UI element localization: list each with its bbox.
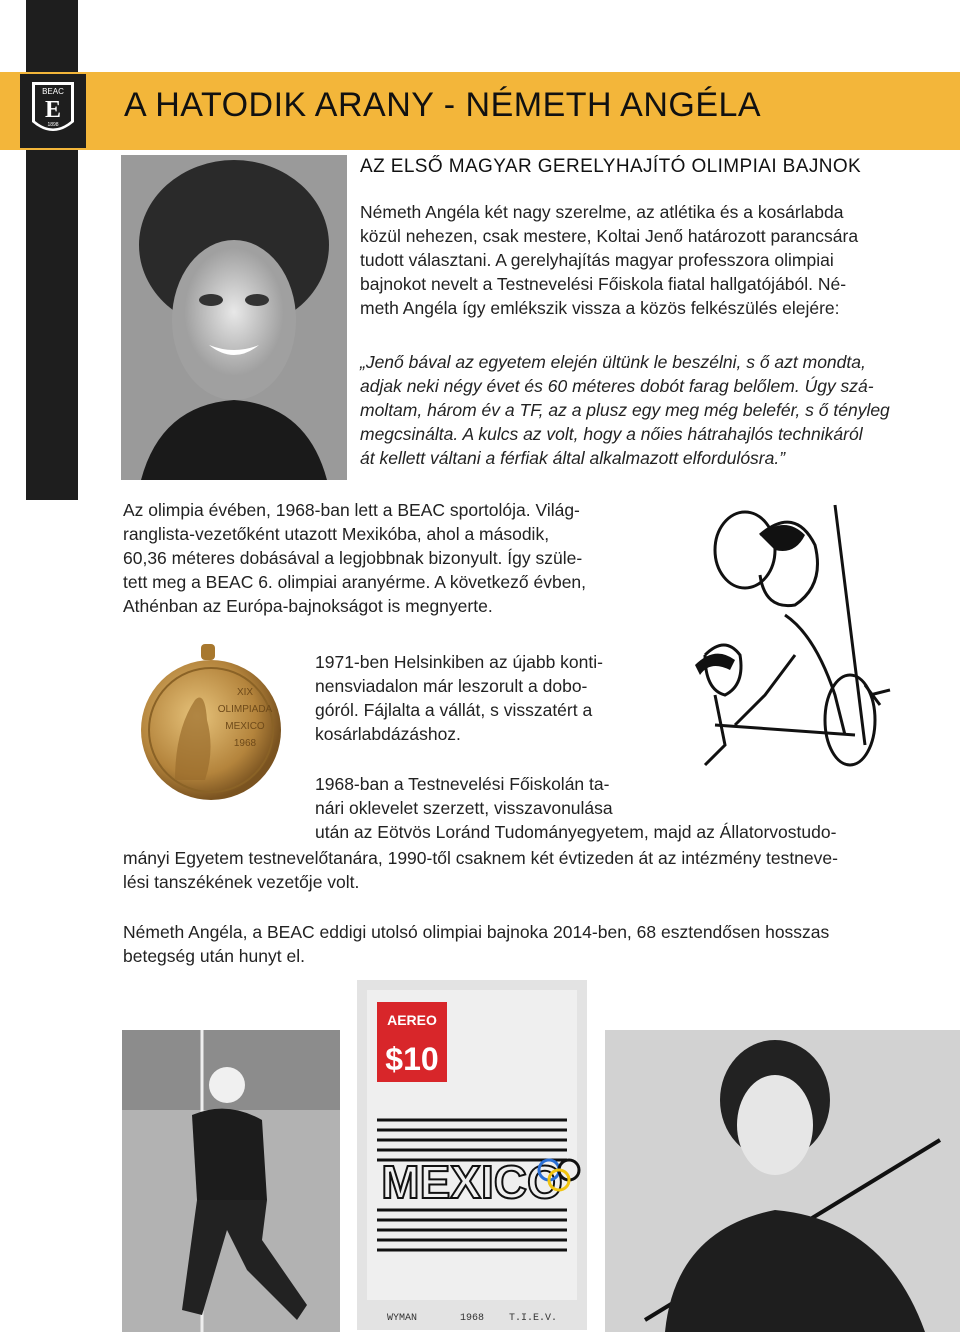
medal-text: XIX (236, 687, 254, 698)
career-line: lési tanszékének vezetője volt. (123, 872, 360, 892)
helsinki-line: kosárlabdázáshoz. (315, 724, 461, 744)
caricature-illustration (665, 495, 910, 795)
stamp-caption-left: WYMAN (387, 1313, 418, 1324)
logo-letter: E (44, 97, 62, 123)
logo-year: 1898 (47, 122, 59, 128)
intro-line: Németh Angéla két nagy szerelme, az atlétika és a kosárlabda (360, 202, 844, 222)
quote-line: moltam, három év a TF, az a plusz egy meg még belefér, s ő tényleg (360, 400, 890, 420)
helsinki-line: nensviadalon már leszorult a dobo- (315, 676, 588, 696)
beac-logo (20, 74, 86, 148)
subtitle: AZ ELSŐ MAGYAR GERELYHAJÍTÓ OLIMPIAI BAJNOK (360, 156, 862, 177)
logo-text: BEAC (42, 87, 64, 96)
intro-line: közül nehezen, csak mestere, Koltai Jenő határozott parancsára (360, 226, 859, 246)
olympics-line: Athénban az Európa-bajnokságot is megnyerte. (123, 596, 493, 616)
intro-line: meth Angéla így emlékszik vissza a közös felkészülés elejére: (360, 298, 840, 318)
career-line: 1968-ban a Testnevelési Főiskolán ta- (315, 774, 610, 794)
career-line: után az Eötvös Loránd Tudományegyetem, majd az Állatorvostudo- (315, 822, 837, 842)
olympics-line: ranglista-vezetőként utazott Mexikóba, ahol a második, (123, 524, 550, 544)
portrait-photo (121, 155, 347, 480)
mexico-1968-stamp (357, 980, 587, 1330)
stamp-caption-center: 1968 (459, 1313, 485, 1324)
intro-paragraph (360, 200, 858, 320)
closing-line: Németh Angéla, a BEAC eddigi utolsó olimpiai bajnoka 2014-ben, 68 esztendősen hosszas (123, 922, 830, 942)
olympics-line: tett meg a BEAC 6. olimpiai aranyérme. A következő évben, (123, 572, 587, 592)
helsinki-paragraph (315, 650, 603, 746)
left-decorative-bar-lower (26, 150, 78, 500)
medal-text: OLIMPIADA (217, 704, 273, 715)
stamp-country: MEXICO (381, 1156, 563, 1208)
closing-line: betegség után hunyt el. (123, 946, 305, 966)
olympics-paragraph (123, 498, 586, 618)
javelin-athlete-photo (122, 1030, 340, 1332)
career-line: mányi Egyetem testnevelőtanára, 1990-től csaknem két évtizeden át az intézmény testneve- (123, 848, 838, 868)
left-decorative-bar (26, 0, 78, 72)
intro-line: bajnokot nevelt a Testnevelési Főiskola fiatal hallgatójából. Né- (360, 274, 847, 294)
intro-line: tudott választani. A gerelyhajítás magyar professzora olimpiai (360, 250, 834, 270)
page-title: A HATODIK ARANY - NÉMETH ANGÉLA (124, 86, 762, 124)
career-line: nári oklevelet szerzett, visszavonulása (315, 798, 613, 818)
career-paragraph-indented (315, 772, 836, 844)
gold-medal-photo (135, 640, 290, 805)
quote-paragraph (360, 350, 890, 470)
javelin-throw-photo (605, 1030, 960, 1332)
closing-paragraph (123, 920, 829, 968)
stamp-value: $10 (385, 1041, 439, 1077)
quote-line: megcsinálta. A kulcs az volt, hogy a nőies hátrahajlós technikáról (360, 424, 863, 444)
helsinki-line: góról. Fájlalta a vállát, s visszatért a (315, 700, 593, 720)
olympics-line: Az olimpia évében, 1968-ban lett a BEAC sportolója. Világ- (123, 500, 580, 520)
medal-text: MEXICO (225, 721, 265, 732)
quote-line: át kellett váltani a férfiak által alkalmazott elfordulósra.” (360, 448, 786, 468)
quote-line: adjak neki négy évet és 60 méteres dobót farag belőlem. Úgy szá- (360, 376, 874, 396)
quote-line: „Jenő bával az egyetem elején ültünk le beszélni, s ő azt mondta, (360, 352, 866, 372)
stamp-caption-right: T.I.E.V. (508, 1313, 557, 1324)
helsinki-line: 1971-ben Helsinkiben az újabb konti- (315, 652, 603, 672)
career-paragraph-full (123, 846, 838, 894)
olympics-line: 60,36 méteres dobásával a legjobbnak bizonyult. Így szüle- (123, 548, 583, 568)
medal-text: 1968 (233, 738, 257, 749)
stamp-label: AEREO (387, 1012, 437, 1028)
